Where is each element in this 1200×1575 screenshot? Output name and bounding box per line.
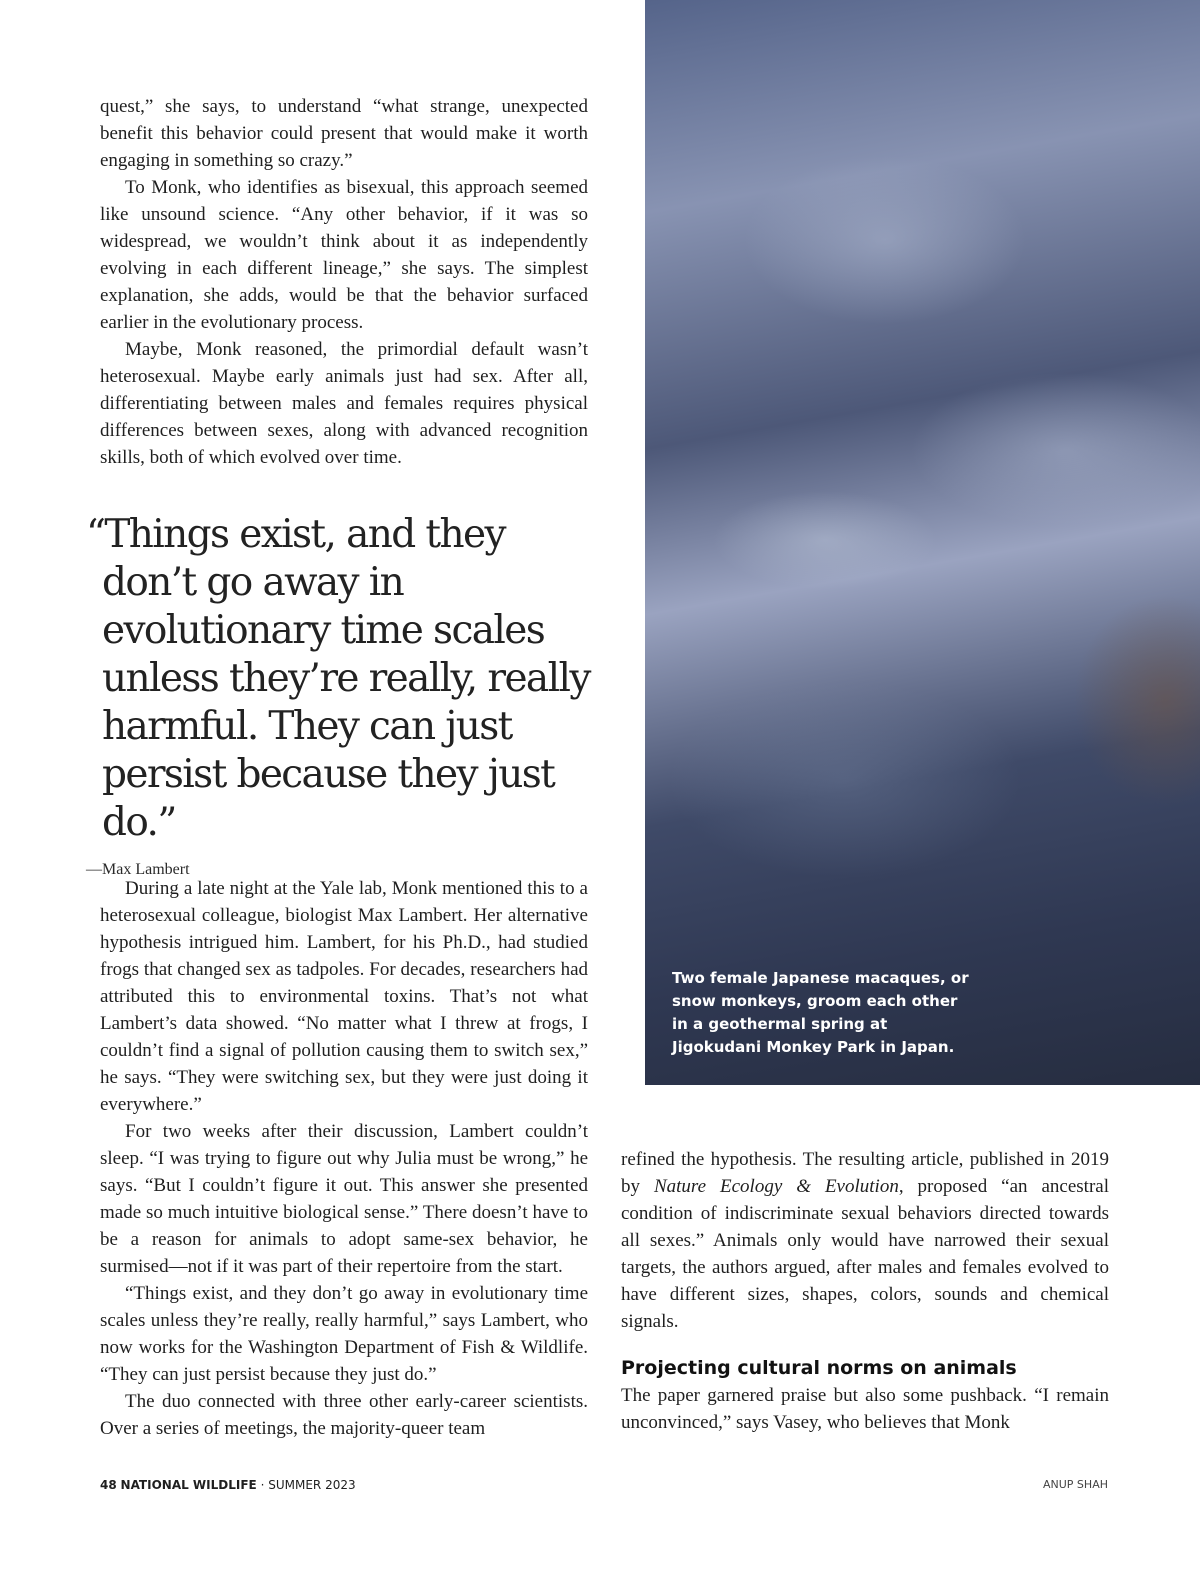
- footer-separator: ·: [260, 1478, 265, 1492]
- macaques-photo: [645, 0, 1200, 1085]
- article-column-right: [621, 1146, 1109, 1436]
- paragraph-text: , proposed “an ancestral condition of indiscriminate sexual behaviors directed towards all sexes.” Animals only would have narrowed their sexual targets, the authors argued, after males and females evolved to have different sizes, shapes, colors, sounds and chemical signals.: [621, 1176, 1109, 1332]
- paragraph: “Things exist, and they don’t go away in evolutionary time scales unless they’re really, really harmful,” says Lambert, who now works for the Washington Department of Fish & Wildlife. “They can just persist because they just do.”: [100, 1283, 588, 1385]
- paragraph: The paper garnered praise but also some pushback. “I remain unconvinced,” says Vasey, who believes that Monk: [621, 1385, 1109, 1433]
- pull-quote: [86, 511, 598, 880]
- paragraph: For two weeks after their discussion, Lambert couldn’t sleep. “I was trying to figure out why Julia must be wrong,” he says. “But I couldn’t figure it out. This answer she presented made so much intuitive biological sense.” There doesn’t have to be a reason for animals to adopt same-sex behavior, he surmised—not if it was part of their repertoire from the start.: [100, 1121, 588, 1277]
- section-subhead: Projecting cultural norms on animals: [621, 1357, 1017, 1379]
- paragraph: To Monk, who identifies as bisexual, this approach seemed like unsound science. “Any other behavior, if it was so widespread, we wouldn’t think about it as independently evolving in each different lineage,” she says. The simplest explanation, she adds, would be that the behavior surfaced earlier in the evolutionary process.: [100, 177, 588, 333]
- photo-credit: ANUP SHAH: [1043, 1478, 1108, 1491]
- article-column-left-top: [100, 93, 588, 471]
- article-column-left-bottom: [100, 875, 588, 1442]
- journal-title: Nature Ecology & Evolution: [653, 1176, 899, 1197]
- issue-label: SUMMER 2023: [268, 1478, 356, 1492]
- paragraph: During a late night at the Yale lab, Monk mentioned this to a heterosexual colleague, biologist Max Lambert. Her alternative hypothesis intrigued him. Lambert, for his Ph.D., had studied frogs that changed sex as tadpoles. For decades, researchers had attributed this to environmental toxins. That’s not what Lambert’s data showed. “No matter what I threw at frogs, I couldn’t find a signal of pollution causing them to switch sex,” he says. “They were switching sex, but they were just doing it everywhere.”: [100, 878, 588, 1115]
- paragraph: quest,” she says, to understand “what strange, unexpected benefit this behavior could present that would make it worth engaging in something so crazy.”: [100, 96, 588, 171]
- page-number: 48: [100, 1478, 117, 1492]
- magazine-name: NATIONAL WILDLIFE: [120, 1478, 257, 1492]
- photo-caption: Two female Japanese macaques, or snow monkeys, groom each other in a geothermal spring at Jigokudani Monkey Park in Japan.: [672, 969, 969, 1056]
- pull-quote-attribution: —Max Lambert: [86, 861, 190, 878]
- paragraph-text: refined the hypothesis. The resulting article, published in 2019 by: [621, 1149, 1109, 1197]
- pull-quote-text: “Things exist, and they don’t go away in evolutionary time scales unless they’re really, really harmful. They can just persist because they just do.”: [86, 512, 590, 845]
- page-footer: [100, 1477, 356, 1493]
- paragraph: The duo connected with three other early-career scientists. Over a series of meetings, the majority-queer team: [100, 1391, 588, 1439]
- paragraph: Maybe, Monk reasoned, the primordial default wasn’t heterosexual. Maybe early animals just had sex. After all, differentiating between males and females requires physical differences between sexes, along with advanced recognition skills, both of which evolved over time.: [100, 339, 588, 468]
- paragraph: [621, 1146, 1109, 1335]
